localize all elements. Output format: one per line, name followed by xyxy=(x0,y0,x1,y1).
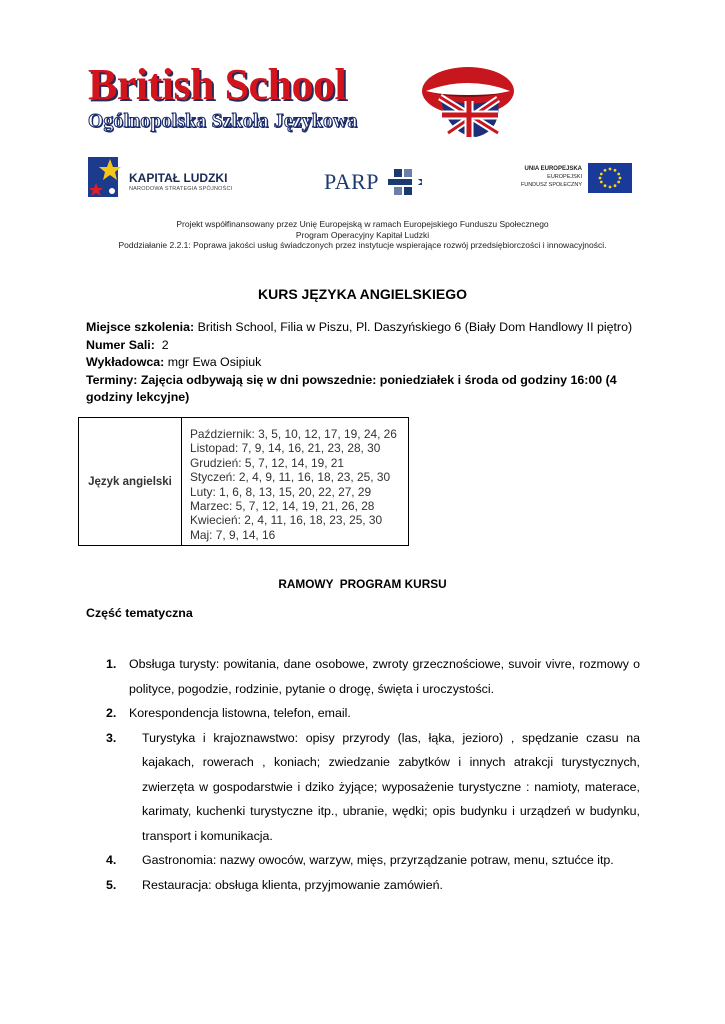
lecturer-value: mgr Ewa Osipiuk xyxy=(164,355,262,369)
eu-line-1: UNIA EUROPEJSKA xyxy=(524,166,582,172)
item-number: 3. xyxy=(106,730,117,745)
lecturer-row xyxy=(86,354,646,372)
brand-subtitle: Ogólnopolska Szkoła Językowa xyxy=(88,111,358,132)
item-text: Obsługa turysty: powitania, dane osobowe, zwroty grzecznościowe, suvoir vivre, rozmowy o polityce, pogodzie, rodzinie, pytanie o drogę, święta i uroczystości. xyxy=(129,657,640,696)
funding-logos xyxy=(86,155,632,203)
kapital-ludzki-logo xyxy=(86,155,246,203)
item-number: 1. xyxy=(106,657,117,671)
course-title: KURS JĘZYKA ANGIELSKIEGO xyxy=(258,286,467,302)
schedule-month: Maj: 7, 9, 14, 16 xyxy=(190,527,276,542)
cofinancing-note xyxy=(0,219,725,251)
kapital-ludzki-star-icon xyxy=(86,155,126,203)
header-banner xyxy=(82,57,520,143)
brand-title: British School xyxy=(88,60,347,109)
item-text: Restauracja: obsługa klienta, przyjmowanie zamówień. xyxy=(142,877,443,892)
terms-row xyxy=(86,372,646,407)
list-item xyxy=(106,701,640,726)
schedule-month: Marzec: 5, 7, 12, 14, 19, 21, 26, 28 xyxy=(190,499,375,514)
lips-flag-logo-icon xyxy=(418,57,518,143)
parp-mark-icon xyxy=(388,165,424,199)
schedule-month: Grudzień: 5, 7, 12, 14, 19, 21 xyxy=(190,455,345,470)
eu-text xyxy=(521,165,582,189)
eu-logo xyxy=(514,163,632,199)
item-text: Korespondencja listowna, telefon, email. xyxy=(129,706,351,720)
item-number: 4. xyxy=(106,853,117,867)
eu-line-2: EUROPEJSKI xyxy=(547,174,582,180)
schedule-month: Kwiecień: 2, 4, 11, 16, 18, 23, 25, 30 xyxy=(190,513,383,528)
item-number: 2. xyxy=(106,706,117,720)
course-info xyxy=(86,319,646,407)
eu-line-3: FUNDUSZ SPOŁECZNY xyxy=(520,182,582,188)
parp-logo xyxy=(324,161,434,201)
place-label: Miejsce szkolenia: xyxy=(86,320,195,334)
list-item xyxy=(106,726,640,849)
place-value: British School, Filia w Piszu, Pl. Daszyńskiego 6 (Biały Dom Handlowy II piętro) xyxy=(194,320,633,334)
schedule-table xyxy=(78,417,409,546)
cofinancing-line-1: Projekt współfinansowany przez Unię Europejską w ramach Europejskiego Funduszu Społecznego xyxy=(176,219,549,229)
schedule-dates xyxy=(182,418,397,545)
topics-list xyxy=(106,652,640,897)
place-row xyxy=(86,319,646,337)
kapital-ludzki-subtitle: NARODOWA STRATEGIA SPÓJNOŚCI xyxy=(129,186,233,192)
schedule-month: Listopad: 7, 9, 14, 16, 21, 23, 28, 30 xyxy=(190,441,381,456)
program-title: RAMOWY PROGRAM KURSU xyxy=(278,577,447,591)
schedule-month: Luty: 1, 6, 8, 13, 15, 20, 22, 27, 29 xyxy=(190,484,372,499)
cofinancing-line-3: Poddziałanie 2.2.1: Poprawa jakości usług świadczonych przez instytucje wspierające rozwój przedsiębiorczości i innowacyjności. xyxy=(118,240,607,250)
terms-text: Terminy: Zajęcia odbywają się w dni powszednie: poniedziałek i środa od godziny 16:00 (4 godziny lekcyjne) xyxy=(86,372,617,404)
item-text: Gastronomia: nazwy owoców, warzyw, mięs, przyrządzanie potraw, menu, sztućce itp. xyxy=(142,853,614,867)
cofinancing-line-2: Program Operacyjny Kapitał Ludzki xyxy=(295,229,430,240)
schedule-month: Styczeń: 2, 4, 9, 11, 16, 18, 23, 25, 30 xyxy=(190,470,391,485)
list-item xyxy=(106,873,640,898)
list-item xyxy=(106,652,640,701)
eu-flag-icon xyxy=(588,163,632,193)
room-row xyxy=(86,337,646,355)
item-number: 5. xyxy=(106,877,117,892)
item-text: Turystyka i krajoznawstwo: opisy przyrody (las, łąka, jezioro) , spędzanie czasu na kajakach, rowerach , koniach; zwiedzanie zabytków i innych atrakcji turystycznych, zwierzęta w gospodarstwie i dziko żyjące; wyposażenie turystyczne : namioty, materace, karimaty, kuchenki turystyczne itp., ubranie, wędki; opis budynku i urządzeń w budynku, transport i komunikacja. xyxy=(142,730,640,843)
part-title: Część tematyczna xyxy=(86,606,193,620)
list-item xyxy=(106,848,640,873)
kapital-ludzki-title: KAPITAŁ LUDZKI xyxy=(129,171,228,185)
room-label: Numer Sali: xyxy=(86,337,155,352)
schedule-language: Język angielski xyxy=(79,418,182,545)
parp-text: PARP xyxy=(324,169,380,194)
schedule-month: Październik: 3, 5, 10, 12, 17, 19, 24, 26 xyxy=(190,427,397,441)
room-value: 2 xyxy=(154,337,169,352)
lecturer-label: Wykładowca: xyxy=(86,355,165,369)
